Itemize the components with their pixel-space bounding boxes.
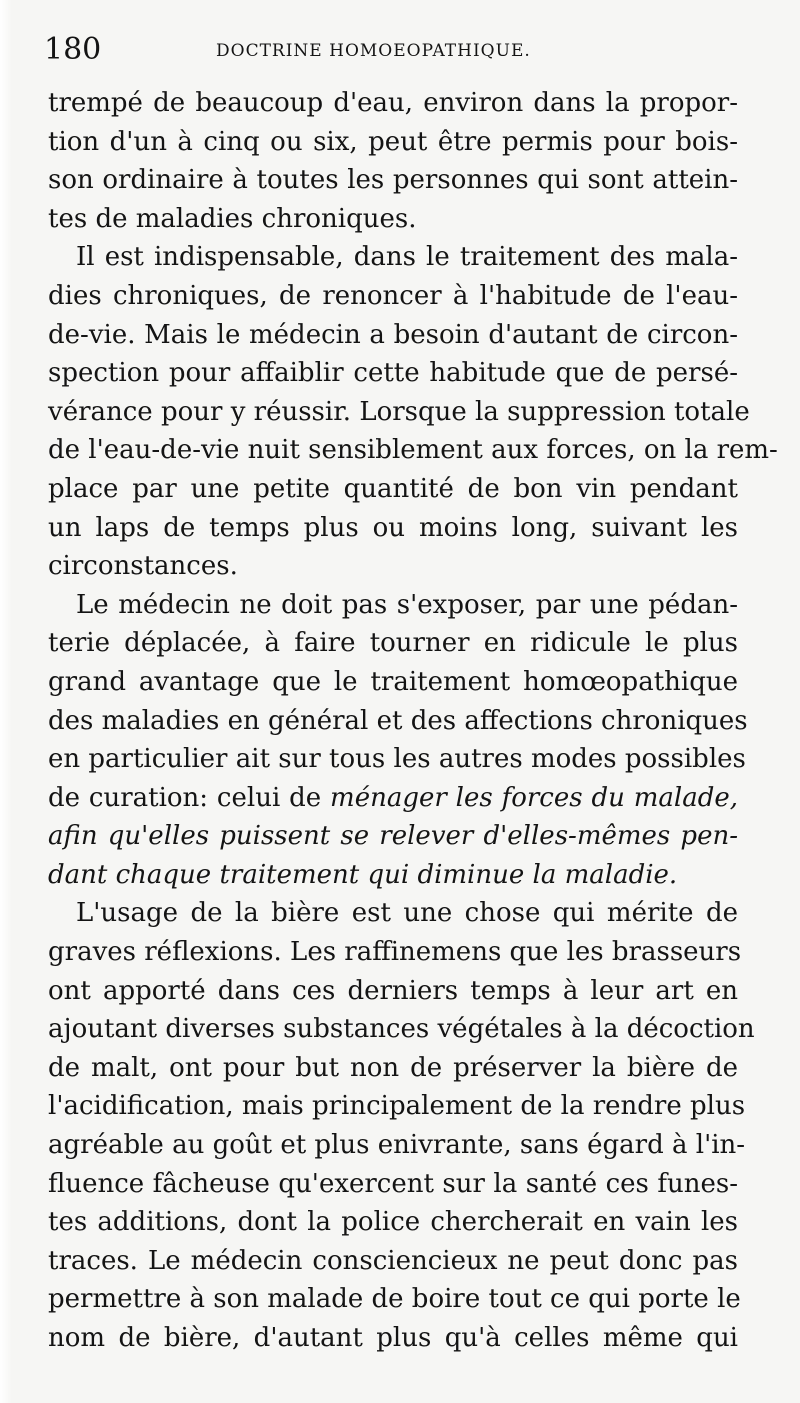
text-line: tes de maladies chroniques.	[48, 203, 417, 234]
text-line: en particulier ait sur tous les autres modes possibles	[48, 744, 746, 775]
text-line: l'acidification, mais principalement de la rendre plus	[48, 1091, 746, 1122]
text-line: permettre à son malade de boire tout ce qui porte le	[48, 1284, 741, 1315]
text-line: dies chroniques, de renoncer à l'habitude de l'eau-	[48, 280, 738, 311]
text-line: de l'eau-de-vie nuit sensiblement aux forces, on la rem-	[48, 435, 778, 466]
text-line: trempé de beaucoup d'eau, environ dans la propor-	[48, 88, 738, 118]
text-line-italic: afin qu'elles puissent se relever d'elles-mêmes pen-	[48, 821, 738, 852]
text-line: fluence fâcheuse qu'exercent sur la santé ces funes-	[48, 1168, 738, 1199]
text-line: grand avantage que le traitement homœopathique	[48, 666, 738, 697]
text-line: tion d'un à cinq ou six, peut être permis pour bois-	[48, 126, 738, 157]
text-line: traces. Le médecin consciencieux ne peut donc pas	[48, 1245, 738, 1276]
text-line-italic: dant chaque traitement qui diminue la maladie.	[48, 859, 678, 890]
text-run-roman: de curation: celui de	[48, 782, 331, 813]
text-line: ont apporté dans ces derniers temps à leur art en	[48, 975, 738, 1006]
text-line: Il est indispensable, dans le traitement des mala-	[76, 242, 738, 273]
text-line: Le médecin ne doit pas s'exposer, par une pédan-	[76, 589, 738, 620]
paragraph-2	[48, 238, 778, 585]
text-line: tes additions, dont la police chercherait en vain les	[48, 1207, 738, 1238]
text-line: L'usage de la bière est une chose qui mérite de	[76, 898, 738, 929]
page-edge-shadow	[0, 0, 12, 1403]
text-line: ajoutant diverses substances végétales à la décoction	[48, 1014, 755, 1045]
text-line: spection pour affaiblir cette habitude que de persé-	[48, 358, 738, 389]
running-head	[44, 30, 744, 70]
paragraph-4	[48, 894, 755, 1357]
text-run-italic: ménager les forces du malade,	[330, 782, 738, 813]
text-line: terie déplacée, à faire tourner en ridicule le plus	[48, 628, 738, 659]
text-line: circonstances.	[48, 551, 238, 582]
text-line: son ordinaire à toutes les personnes qui sont attein-	[48, 165, 738, 196]
text-line: vérance pour y réussir. Lorsque la suppression totale	[48, 396, 750, 427]
page-number: 180	[44, 32, 102, 67]
paragraph-3	[48, 586, 748, 895]
text-line: nom de bière, d'autant plus qu'à celles même qui	[48, 1323, 738, 1353]
running-title: DOCTRINE HOMOEOPATHIQUE.	[216, 41, 531, 61]
text-line: des maladies en général et des affections chroniques	[48, 705, 748, 736]
body-text	[48, 84, 778, 1358]
text-line: place par une petite quantité de bon vin pendant	[48, 473, 738, 504]
text-line: agréable au goût et plus enivrante, sans égard à l'in-	[48, 1130, 746, 1161]
text-line: de-vie. Mais le médecin a besoin d'autant de circon-	[48, 319, 738, 350]
text-line: graves réflexions. Les raffinemens que les brasseurs	[48, 937, 742, 968]
text-line: un laps de temps plus ou moins long, suivant les	[48, 512, 738, 543]
text-line: de malt, ont pour but non de préserver la bière de	[48, 1052, 738, 1083]
paragraph-1	[48, 84, 738, 238]
text-line-mixed	[48, 779, 738, 818]
